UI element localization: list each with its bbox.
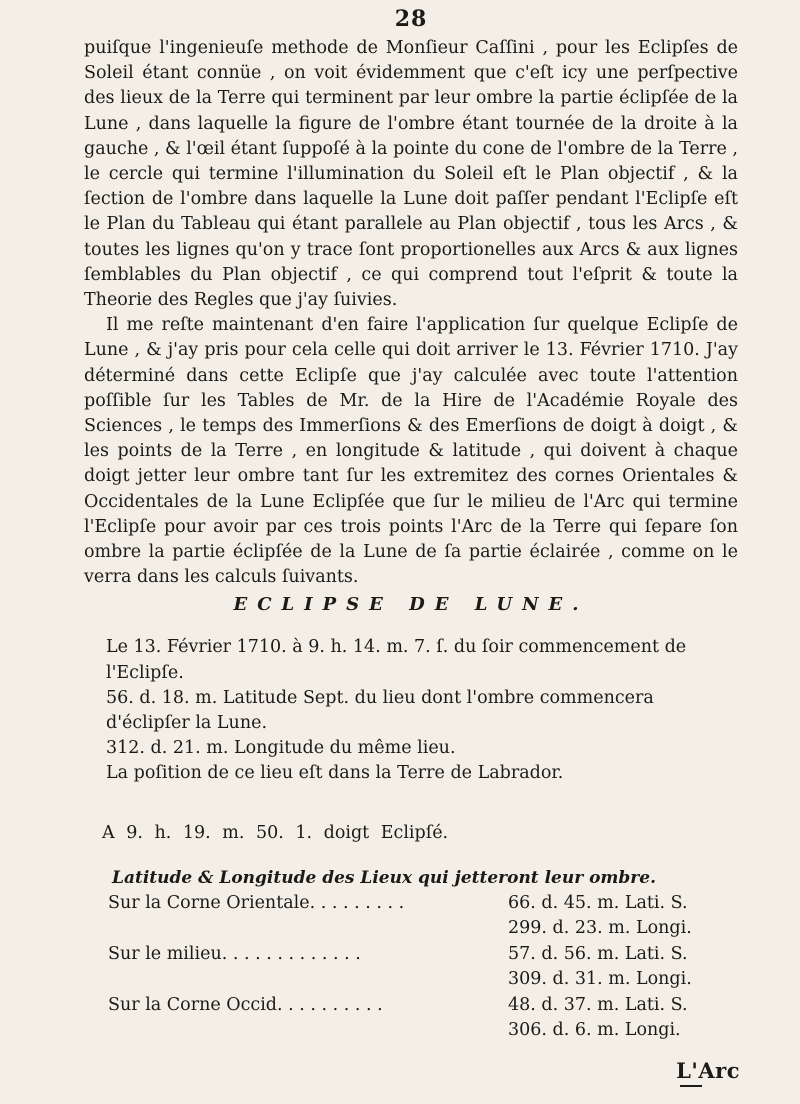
row-place: Sur le milieu. . . . . . . . . . . . . [108,943,361,964]
section-heading: ECLIPSE DE LUNE. [233,594,589,616]
row-place [84,967,508,993]
table-row [84,993,738,1019]
row-value: 57. d. 56. m. Lati. S. [508,943,688,964]
table-row [84,942,738,968]
catchword: L'Arc [676,1058,740,1087]
table-row [84,967,738,993]
eclipse-commencement: Le 13. Février 1710. à 9. h. 14. m. 7. ſ. du ſoir commencement de l'Eclipſe. [106,637,687,683]
paragraph-application: Il me reſte maintenant d'en faire l'application ſur quelque Eclipſe de Lune , & j'ay pris pour cela celle qui doit arriver le 13. Février 1710. J'ay déterminé dans cette Eclipſe que j'ay calculée avec toute l'attention poſſible ſur les Tables de Mr. de la Hire de l'Académie Royale des Sciences , le temps des Immerſions & des Emerſions de doigt à doigt , & les points de la Terre , en longitude & latitude , qui doivent à chaque doigt jetter leur ombre tant ſur les extremitez des cornes Orientales & Occidentales de la Lune Eclipſée que ſur le milieu de l'Arc qui termine l'Eclipſe pour avoir par ces trois points l'Arc de la Terre qui ſepare ſon ombre la partie éclipſée de la Lune de ſa partie éclairée , comme on le verra dans les calculs ſuivants. [84,315,738,588]
row-value: 48. d. 37. m. Lati. S. [508,994,688,1015]
commencement-longitude: 312. d. 21. m. Longitude du même lieu. [106,738,456,759]
table-title: Latitude & Longitude des Lieux qui jetteront leur ombre. [112,867,656,888]
one-digit-eclipse-time: A 9. h. 19. m. 50. 1. doigt Eclipſé. [102,822,449,843]
table-row [84,916,738,942]
coordinates-table [84,891,738,1044]
page-number: 28 [394,6,428,32]
row-place [84,916,508,942]
table-row [84,1018,738,1044]
row-place: Sur la Corne Orientale. . . . . . . . . [108,892,405,913]
commencement-latitude: 56. d. 18. m. Latitude Sept. du lieu dont l'ombre commencera d'éclipſer la Lune. [106,687,654,734]
row-value: 299. d. 23. m. Longi. [508,918,692,939]
row-place: Sur la Corne Occid. . . . . . . . . . [108,994,383,1015]
table-row [84,891,738,917]
commencement-position: La poſition de ce lieu eſt dans la Terre de Labrador. [106,763,564,784]
row-place [84,1018,508,1044]
row-value: 306. d. 6. m. Longi. [508,1020,681,1041]
paragraph-perspective: puiſque l'ingenieuſe methode de Monſieur Caſſini , pour les Eclipſes de Soleil étant connüe , on voit évidemment que c'eſt icy une perſpective des lieux de la Terre qui terminent par leur ombre la partie éclipſée de la Lune , dans laquelle la figure de l'ombre étant tournée de la droite à la gauche , & l'œil étant ſuppoſé à la pointe du cone de l'ombre de la Terre , le cercle qui termine l'illumination du Soleil eſt le Plan objectif , & la ſection de l'ombre dans laquelle la Lune doit paſſer pendant l'Eclipſe eſt le Plan du Tableau qui étant parallele au Plan objectif , tous les Arcs , & toutes les lignes qu'on y trace ſont proportionelles aux Arcs & aux lignes ſemblables du Plan objectif , ce qui comprend tout l'eſprit & toute la Theorie des Regles que j'ay ſuivies. [84,38,738,311]
row-value: 309. d. 31. m. Longi. [508,969,692,990]
row-value: 66. d. 45. m. Lati. S. [508,892,688,913]
